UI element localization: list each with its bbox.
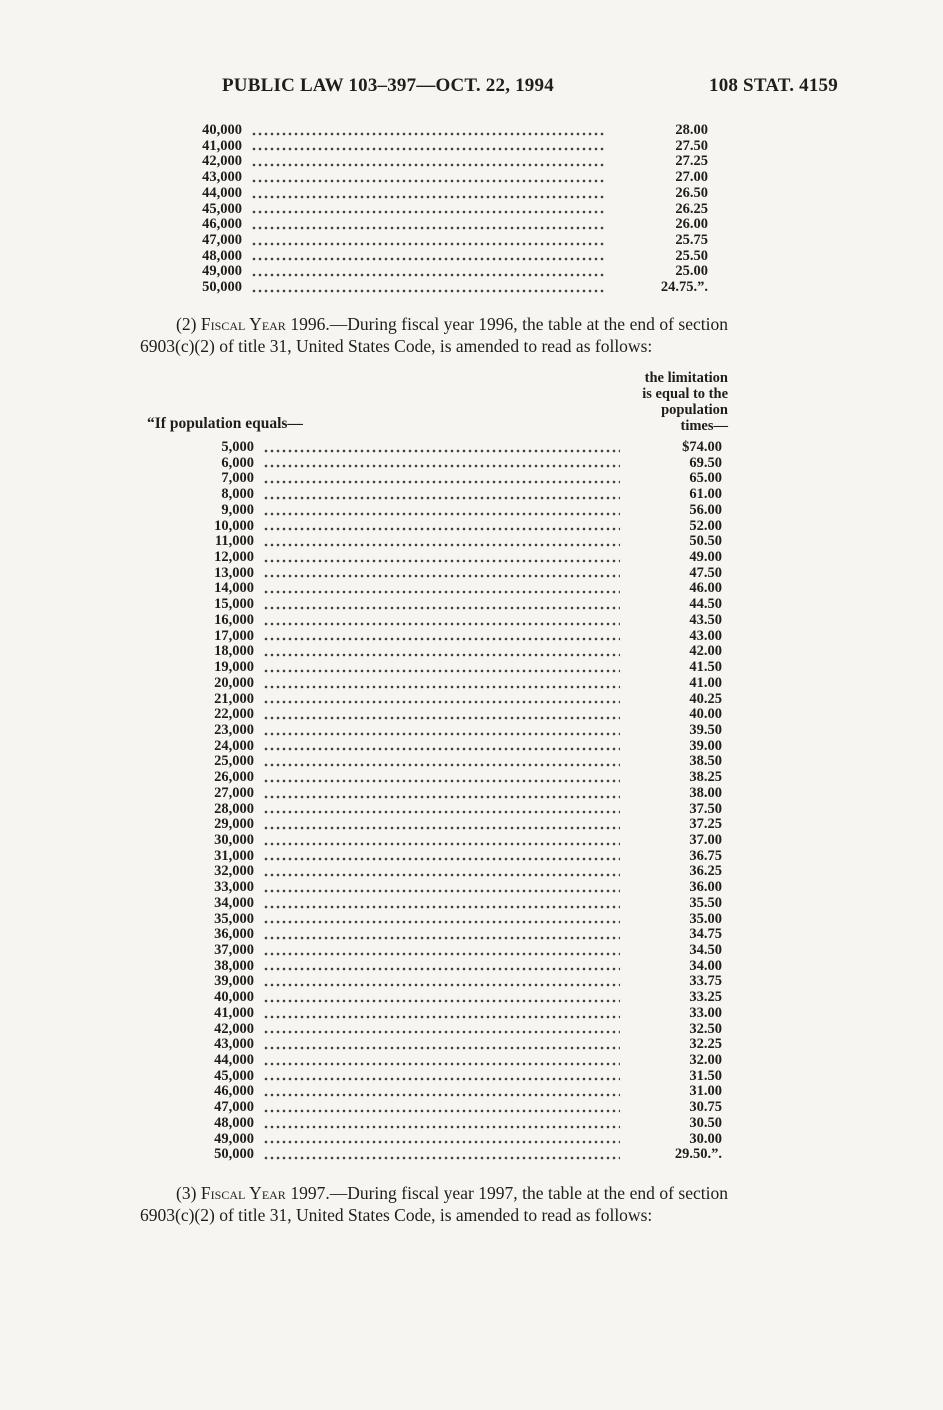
limitation-value: 29.50.”. bbox=[674, 1146, 722, 1163]
dot-leader bbox=[263, 905, 620, 909]
table-row bbox=[198, 503, 722, 519]
dot-leader bbox=[251, 195, 606, 199]
table-row bbox=[198, 1132, 722, 1148]
table-row bbox=[190, 186, 708, 202]
population-value: 12,000 bbox=[214, 549, 254, 566]
limitation-value: 56.00 bbox=[689, 501, 722, 518]
population-value: 25,000 bbox=[214, 753, 254, 770]
table-row bbox=[198, 597, 722, 613]
population-value: 44,000 bbox=[202, 184, 242, 201]
paragraph-marker: (3) bbox=[176, 1183, 201, 1203]
dot-leader bbox=[251, 147, 606, 151]
limitation-value: 37.25 bbox=[689, 816, 722, 833]
limitation-value: 38.00 bbox=[689, 784, 722, 801]
population-value: 43,000 bbox=[202, 169, 242, 186]
dot-leader bbox=[251, 163, 606, 167]
limitation-value: 28.00 bbox=[675, 122, 708, 138]
population-value: 8,000 bbox=[221, 486, 254, 503]
population-value: 45,000 bbox=[202, 200, 242, 217]
dot-leader bbox=[263, 920, 620, 924]
dot-leader bbox=[263, 669, 620, 673]
population-value: 17,000 bbox=[214, 627, 254, 644]
dot-leader bbox=[263, 716, 620, 720]
population-value: 49,000 bbox=[214, 1130, 254, 1147]
table-row bbox=[190, 280, 708, 296]
dot-leader bbox=[263, 700, 620, 704]
population-value: 40,000 bbox=[202, 122, 242, 138]
table-row bbox=[190, 154, 708, 170]
population-value: 45,000 bbox=[214, 1067, 254, 1084]
limitation-value: 32.50 bbox=[689, 1020, 722, 1037]
table-row bbox=[198, 943, 722, 959]
table-row bbox=[198, 676, 722, 692]
population-value: 26,000 bbox=[214, 769, 254, 786]
population-value: 27,000 bbox=[214, 784, 254, 801]
header-line-2: is equal to the bbox=[642, 386, 728, 402]
table-row bbox=[198, 613, 722, 629]
running-head-law-title: PUBLIC LAW 103–397—OCT. 22, 1994 bbox=[222, 75, 554, 96]
table-row bbox=[198, 786, 722, 802]
dot-leader bbox=[263, 779, 620, 783]
population-value: 44,000 bbox=[214, 1052, 254, 1069]
population-value: 46,000 bbox=[214, 1083, 254, 1100]
population-value: 24,000 bbox=[214, 737, 254, 754]
population-value: 38,000 bbox=[214, 957, 254, 974]
population-value: 33,000 bbox=[214, 879, 254, 896]
dot-leader bbox=[263, 449, 620, 453]
limitation-value: 46.00 bbox=[689, 580, 722, 597]
population-value: 47,000 bbox=[202, 232, 242, 249]
limitation-value: 27.50 bbox=[675, 137, 708, 154]
population-column-header: “If population equals— bbox=[147, 415, 303, 432]
limitation-value: 30.00 bbox=[689, 1130, 722, 1147]
dot-leader bbox=[263, 967, 620, 971]
limitation-value: 33.00 bbox=[689, 1004, 722, 1021]
limitation-value: 25.50 bbox=[675, 247, 708, 264]
running-head-stat-number: 108 STAT. 4159 bbox=[709, 75, 838, 96]
table-row bbox=[198, 519, 722, 535]
table-row bbox=[190, 123, 708, 139]
population-value: 19,000 bbox=[214, 659, 254, 676]
population-value: 47,000 bbox=[214, 1099, 254, 1116]
dot-leader bbox=[263, 747, 620, 751]
dot-leader bbox=[263, 622, 620, 626]
population-value: 50,000 bbox=[214, 1146, 254, 1163]
dot-leader bbox=[263, 732, 620, 736]
limitation-value: 35.00 bbox=[689, 910, 722, 927]
limitation-value: 41.50 bbox=[689, 659, 722, 676]
limitation-value: 24.75.”. bbox=[660, 279, 708, 296]
table-row bbox=[198, 1006, 722, 1022]
limitation-value: 65.00 bbox=[689, 470, 722, 487]
dot-leader bbox=[263, 543, 620, 547]
table-row bbox=[198, 974, 722, 990]
population-value: 40,000 bbox=[214, 989, 254, 1006]
header-line-4: times— bbox=[680, 418, 728, 434]
population-value: 13,000 bbox=[214, 564, 254, 581]
table-row bbox=[198, 629, 722, 645]
population-value: 20,000 bbox=[214, 674, 254, 691]
fiscal-year-heading: Fiscal Year 1996. bbox=[200, 314, 330, 334]
limitation-value: 26.50 bbox=[675, 184, 708, 201]
population-value: 30,000 bbox=[214, 831, 254, 848]
limitation-value: 31.00 bbox=[689, 1083, 722, 1100]
dot-leader bbox=[263, 574, 620, 578]
table-row bbox=[190, 139, 708, 155]
dot-leader bbox=[263, 559, 620, 563]
limitation-value: 69.50 bbox=[689, 454, 722, 471]
limitation-value: 40.25 bbox=[689, 690, 722, 707]
dot-leader bbox=[263, 889, 620, 893]
population-value: 9,000 bbox=[221, 501, 254, 518]
header-line-1: the limitation bbox=[644, 370, 728, 386]
dot-leader bbox=[263, 527, 620, 531]
dot-leader bbox=[263, 936, 620, 940]
limitation-value: 47.50 bbox=[689, 564, 722, 581]
dot-leader bbox=[263, 999, 620, 1003]
population-value: 15,000 bbox=[214, 596, 254, 613]
table-row bbox=[198, 487, 722, 503]
dot-leader bbox=[251, 210, 606, 214]
table-row bbox=[198, 802, 722, 818]
limitation-value: 26.00 bbox=[675, 216, 708, 233]
table-row bbox=[198, 644, 722, 660]
table-row bbox=[198, 833, 722, 849]
table-row bbox=[198, 880, 722, 896]
table-row bbox=[190, 202, 708, 218]
population-value: 10,000 bbox=[214, 517, 254, 534]
paragraph-fiscal-year-1996 bbox=[140, 313, 728, 357]
limitation-value: 30.50 bbox=[689, 1114, 722, 1131]
dot-leader bbox=[263, 1015, 620, 1019]
population-value: 32,000 bbox=[214, 863, 254, 880]
dot-leader bbox=[263, 685, 620, 689]
dot-leader bbox=[263, 1093, 620, 1097]
table-row bbox=[198, 707, 722, 723]
limitation-value: 36.00 bbox=[689, 879, 722, 896]
table-row bbox=[198, 896, 722, 912]
table-row bbox=[198, 817, 722, 833]
dot-leader bbox=[263, 480, 620, 484]
dot-leader bbox=[263, 763, 620, 767]
limitation-value: 52.00 bbox=[689, 517, 722, 534]
population-value: 42,000 bbox=[214, 1020, 254, 1037]
population-value: 37,000 bbox=[214, 942, 254, 958]
table-row bbox=[198, 550, 722, 566]
fiscal-year-heading: Fiscal Year 1997. bbox=[200, 1183, 330, 1203]
limitation-value: 61.00 bbox=[689, 486, 722, 503]
limitation-value: 37.50 bbox=[689, 800, 722, 817]
population-value: 49,000 bbox=[202, 263, 242, 280]
population-value: 6,000 bbox=[221, 454, 254, 471]
dot-leader bbox=[263, 590, 620, 594]
limitation-value: 27.25 bbox=[675, 153, 708, 170]
population-value: 34,000 bbox=[214, 894, 254, 911]
table-row bbox=[198, 1022, 722, 1038]
limitation-value: 26.25 bbox=[675, 200, 708, 217]
limitation-table-fy1996 bbox=[198, 440, 722, 1163]
limitation-value: 32.00 bbox=[689, 1052, 722, 1069]
dot-leader bbox=[263, 512, 620, 516]
dot-leader bbox=[263, 496, 620, 500]
limitation-value: 34.00 bbox=[689, 957, 722, 974]
population-value: 43,000 bbox=[214, 1036, 254, 1053]
dot-leader bbox=[263, 857, 620, 861]
limitation-value: 43.00 bbox=[689, 627, 722, 644]
population-value: 5,000 bbox=[221, 439, 254, 455]
table-row bbox=[198, 456, 722, 472]
limitation-value: 25.75 bbox=[675, 232, 708, 249]
population-value: 36,000 bbox=[214, 926, 254, 943]
dot-leader bbox=[263, 1077, 620, 1081]
dot-leader bbox=[263, 1156, 620, 1160]
limitation-value: 36.75 bbox=[689, 847, 722, 864]
limitation-value: 43.50 bbox=[689, 611, 722, 628]
table-row bbox=[190, 170, 708, 186]
limitation-value: $74.00 bbox=[682, 439, 722, 455]
paragraph-body: —During fiscal year 1996, the table at the end of section 6903(c)(2) of title 31, United States Code, is amended to read as follows: bbox=[140, 314, 728, 356]
dot-leader bbox=[251, 132, 606, 136]
paragraph-body: —During fiscal year 1997, the table at the end of section 6903(c)(2) of title 31, United States Code, is amended to read as follows: bbox=[140, 1183, 728, 1225]
limitation-value: 49.00 bbox=[689, 549, 722, 566]
population-value: 39,000 bbox=[214, 973, 254, 990]
table-row bbox=[198, 849, 722, 865]
limitation-value: 34.75 bbox=[689, 926, 722, 943]
population-value: 41,000 bbox=[202, 137, 242, 154]
population-value: 21,000 bbox=[214, 690, 254, 707]
dot-leader bbox=[263, 1046, 620, 1050]
dot-leader bbox=[251, 242, 606, 246]
limitation-value: 50.50 bbox=[689, 533, 722, 550]
table-row bbox=[198, 692, 722, 708]
dot-leader bbox=[263, 1030, 620, 1034]
table-row bbox=[198, 1037, 722, 1053]
limitation-value: 38.50 bbox=[689, 753, 722, 770]
dot-leader bbox=[263, 606, 620, 610]
header-line-3: population bbox=[661, 402, 728, 418]
dot-leader bbox=[263, 842, 620, 846]
population-value: 41,000 bbox=[214, 1004, 254, 1021]
dot-leader bbox=[263, 464, 620, 468]
table-row bbox=[198, 739, 722, 755]
table-row bbox=[198, 990, 722, 1006]
population-value: 23,000 bbox=[214, 721, 254, 738]
population-value: 28,000 bbox=[214, 800, 254, 817]
dot-leader bbox=[263, 826, 620, 830]
limitation-value: 32.25 bbox=[689, 1036, 722, 1053]
dot-leader bbox=[251, 179, 606, 183]
population-value: 48,000 bbox=[202, 247, 242, 264]
limitation-value: 30.75 bbox=[689, 1099, 722, 1116]
population-value: 11,000 bbox=[214, 533, 254, 550]
table-row bbox=[198, 1116, 722, 1132]
table-row bbox=[198, 1084, 722, 1100]
limitation-value: 31.50 bbox=[689, 1067, 722, 1084]
limitation-value: 40.00 bbox=[689, 706, 722, 723]
limitation-value: 38.25 bbox=[689, 769, 722, 786]
table-row bbox=[198, 1069, 722, 1085]
limitation-value: 34.50 bbox=[689, 942, 722, 958]
limitation-column-header bbox=[642, 370, 728, 434]
table-row bbox=[198, 1053, 722, 1069]
dot-leader bbox=[251, 257, 606, 261]
dot-leader bbox=[263, 983, 620, 987]
dot-leader bbox=[251, 289, 606, 293]
dot-leader bbox=[263, 653, 620, 657]
table-row bbox=[198, 534, 722, 550]
limitation-value: 37.00 bbox=[689, 831, 722, 848]
population-value: 18,000 bbox=[214, 643, 254, 660]
dot-leader bbox=[263, 637, 620, 641]
table-row bbox=[198, 581, 722, 597]
population-value: 42,000 bbox=[202, 153, 242, 170]
dot-leader bbox=[263, 952, 620, 956]
dot-leader bbox=[263, 1140, 620, 1144]
dot-leader bbox=[251, 273, 606, 277]
table-row bbox=[198, 1100, 722, 1116]
paragraph-marker: (2) bbox=[176, 314, 201, 334]
limitation-value: 25.00 bbox=[675, 263, 708, 280]
table-row bbox=[190, 233, 708, 249]
limitation-value: 41.00 bbox=[689, 674, 722, 691]
dot-leader bbox=[251, 226, 606, 230]
limitation-value: 39.50 bbox=[689, 721, 722, 738]
table-row bbox=[198, 660, 722, 676]
population-value: 35,000 bbox=[214, 910, 254, 927]
limitation-value: 44.50 bbox=[689, 596, 722, 613]
limitation-value: 42.00 bbox=[689, 643, 722, 660]
limitation-value: 27.00 bbox=[675, 169, 708, 186]
limitation-value: 39.00 bbox=[689, 737, 722, 754]
table-row bbox=[198, 723, 722, 739]
limitation-value: 36.25 bbox=[689, 863, 722, 880]
population-value: 31,000 bbox=[214, 847, 254, 864]
table-row bbox=[198, 959, 722, 975]
dot-leader bbox=[263, 1125, 620, 1129]
dot-leader bbox=[263, 1109, 620, 1113]
dot-leader bbox=[263, 1062, 620, 1066]
population-value: 16,000 bbox=[214, 611, 254, 628]
table-row bbox=[190, 264, 708, 280]
population-value: 48,000 bbox=[214, 1114, 254, 1131]
table-row bbox=[190, 217, 708, 233]
table-row bbox=[198, 754, 722, 770]
dot-leader bbox=[263, 873, 620, 877]
population-value: 46,000 bbox=[202, 216, 242, 233]
limitation-table-fy1995-continued bbox=[190, 123, 708, 296]
table-row bbox=[198, 1147, 722, 1163]
population-value: 50,000 bbox=[202, 279, 242, 296]
table-row bbox=[190, 249, 708, 265]
population-value: 22,000 bbox=[214, 706, 254, 723]
limitation-value: 35.50 bbox=[689, 894, 722, 911]
paragraph-fiscal-year-1997 bbox=[140, 1182, 728, 1226]
limitation-value: 33.25 bbox=[689, 989, 722, 1006]
limitation-value: 33.75 bbox=[689, 973, 722, 990]
table-row bbox=[198, 912, 722, 928]
population-value: 29,000 bbox=[214, 816, 254, 833]
table-row bbox=[198, 927, 722, 943]
population-value: 14,000 bbox=[214, 580, 254, 597]
table2-column-headers bbox=[140, 370, 728, 434]
table-row bbox=[198, 864, 722, 880]
table-row bbox=[198, 440, 722, 456]
dot-leader bbox=[263, 810, 620, 814]
table-row bbox=[198, 566, 722, 582]
table-row bbox=[198, 471, 722, 487]
dot-leader bbox=[263, 795, 620, 799]
table-row bbox=[198, 770, 722, 786]
population-value: 7,000 bbox=[221, 470, 254, 487]
